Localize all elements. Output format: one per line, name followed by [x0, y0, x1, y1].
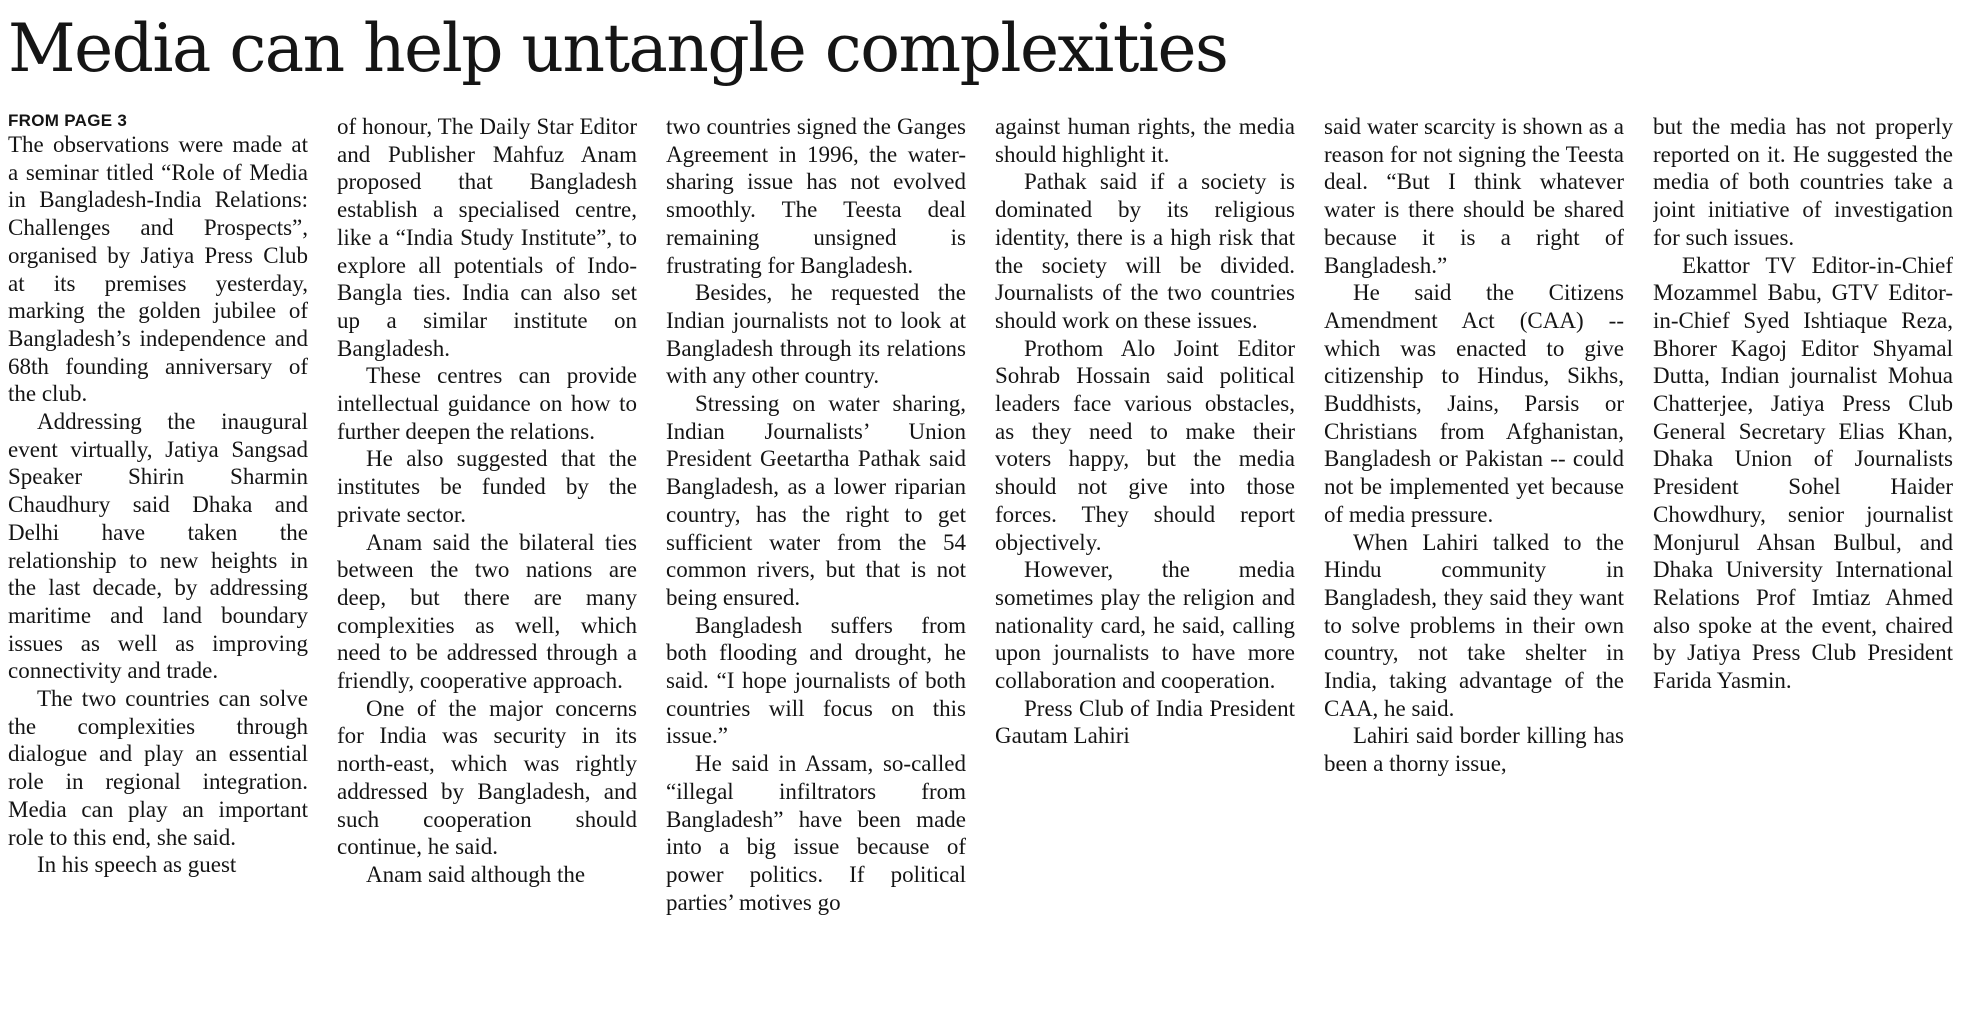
paragraph: In his speech as guest — [37, 852, 237, 878]
paragraph: Anam said although the — [366, 861, 586, 887]
jump-kicker: FROM PAGE 3 — [8, 111, 128, 130]
paragraph: These centres can provide intellectual guidance on how to further deepen the relations. — [337, 363, 637, 444]
paragraph: Stressing on water sharing, Indian Journalists’ Union President Geetartha Pathak said Bangladesh, as a lower riparian country, has the right to get sufficient water from the 54 common rivers, but that is not being ensured. — [666, 391, 966, 610]
paragraph: Bangladesh suffers from both flooding and drought, he said. “I hope journalists of both countries will focus on this issue.” — [666, 612, 966, 749]
paragraph: against human rights, the media should highlight it. — [995, 114, 1295, 167]
column-6 — [1653, 113, 1953, 1013]
paragraph: of honour, The Daily Star Editor and Publisher Mahfuz Anam proposed that Bangladesh establish a specialised centre, like a “India Study Institute”, to explore all potentials of Indo-Bangla ties. India can also set up a similar institute on Bangladesh. — [337, 114, 637, 361]
paragraph: Lahiri said border killing has been a thorny issue, — [1324, 723, 1624, 777]
paragraph: two countries signed the Ganges Agreement in 1996, the water-sharing issue has not evolved smoothly. The Teesta deal remaining unsigned is frustrating for Bangladesh. — [666, 114, 966, 278]
paragraph: Ekattor TV Editor-in-Chief Mozammel Babu, GTV Editor-in-Chief Syed Ishtiaque Reza, Bhorer Kagoj Editor Shyamal Dutta, Indian journalist Mohua Chatterjee, Jatiya Press Club General Secretary Elias Khan, Dhaka Union of Journalists President Sohel Haider Chowdhury, senior journalist Monjurul Ahsan Bulbul, and Dhaka University International Relations Prof Imtiaz Ahmed also spoke at the event, chaired by Jatiya Press Club President Farida Yasmin. — [1653, 252, 1953, 694]
paragraph: The two countries can solve the complexities through dialogue and play an essential role in regional integration. Media can play an important role to this end, she said. — [8, 686, 308, 850]
column-2 — [337, 113, 637, 1013]
paragraph: He said the Citizens Amendment Act (CAA) -- which was enacted to give citizenship to Hindus, Sikhs, Buddhists, Jains, Parsis or Christians from Afghanistan, Bangladesh or Pakistan -- could not be implemented yet because of media pressure. — [1324, 280, 1624, 527]
news-article — [8, 0, 1955, 1013]
paragraph: Pathak said if a society is dominated by its religious identity, there is a high risk that the society will be divided. Journalists of the two countries should work on these issues. — [995, 169, 1295, 333]
paragraph: One of the major concerns for India was security in its north-east, which was rightly addressed by Bangladesh, and such cooperation should continue, he said. — [337, 695, 637, 860]
paragraph: Press Club of India President Gautam Lahiri — [995, 695, 1295, 749]
paragraph: He said in Assam, so-called “illegal infiltrators from Bangladesh” have been made into a big issue because of power politics. If political parties’ motives go — [666, 751, 966, 915]
headline: Media can help untangle complexities — [8, 10, 1228, 87]
paragraph: The observations were made at a seminar titled “Role of Media in Bangladesh-India Relations: Challenges and Prospects”, organised by Jatiya Press Club at its premises yesterday, marking the golden jubilee of Bangladesh’s independence and 68th founding anniversary of the club. — [8, 132, 308, 407]
paragraph: Prothom Alo Joint Editor Sohrab Hossain said political leaders face various obstacles, as they need to make their voters happy, but the media should not give into those forces. They should report objectively. — [995, 335, 1295, 555]
paragraph: Anam said the bilateral ties between the two nations are deep, but there are many complexities as well, which need to be addressed through a friendly, cooperative approach. — [337, 529, 637, 694]
column-4 — [995, 113, 1295, 1013]
article-body — [8, 108, 1955, 1008]
column-5 — [1324, 113, 1624, 1013]
paragraph: but the media has not properly reported on it. He suggested the media of both countries take a joint initiative of investigation for such issues. — [1653, 114, 1953, 250]
paragraph: However, the media sometimes play the religion and nationality card, he said, calling upon journalists to have more collaboration and cooperation. — [995, 557, 1295, 694]
column-1 — [8, 110, 308, 1010]
paragraph: He also suggested that the institutes be funded by the private sector. — [337, 446, 637, 527]
paragraph: said water scarcity is shown as a reason for not signing the Teesta deal. “But I think whatever water is there should be shared because it is a right of Bangladesh.” — [1324, 114, 1624, 278]
column-3 — [666, 113, 966, 1013]
paragraph: When Lahiri talked to the Hindu community in Bangladesh, they said they want to solve problems in their own country, not take shelter in India, taking advantage of the CAA, he said. — [1324, 529, 1624, 721]
paragraph: Besides, he requested the Indian journalists not to look at Bangladesh through its relations with any other country. — [666, 280, 966, 389]
paragraph: Addressing the inaugural event virtually, Jatiya Sangsad Speaker Shirin Sharmin Chaudhury said Dhaka and Delhi have taken the relationship to new heights in the last decade, by addressing maritime and land boundary issues as well as improving connectivity and trade. — [8, 409, 308, 684]
